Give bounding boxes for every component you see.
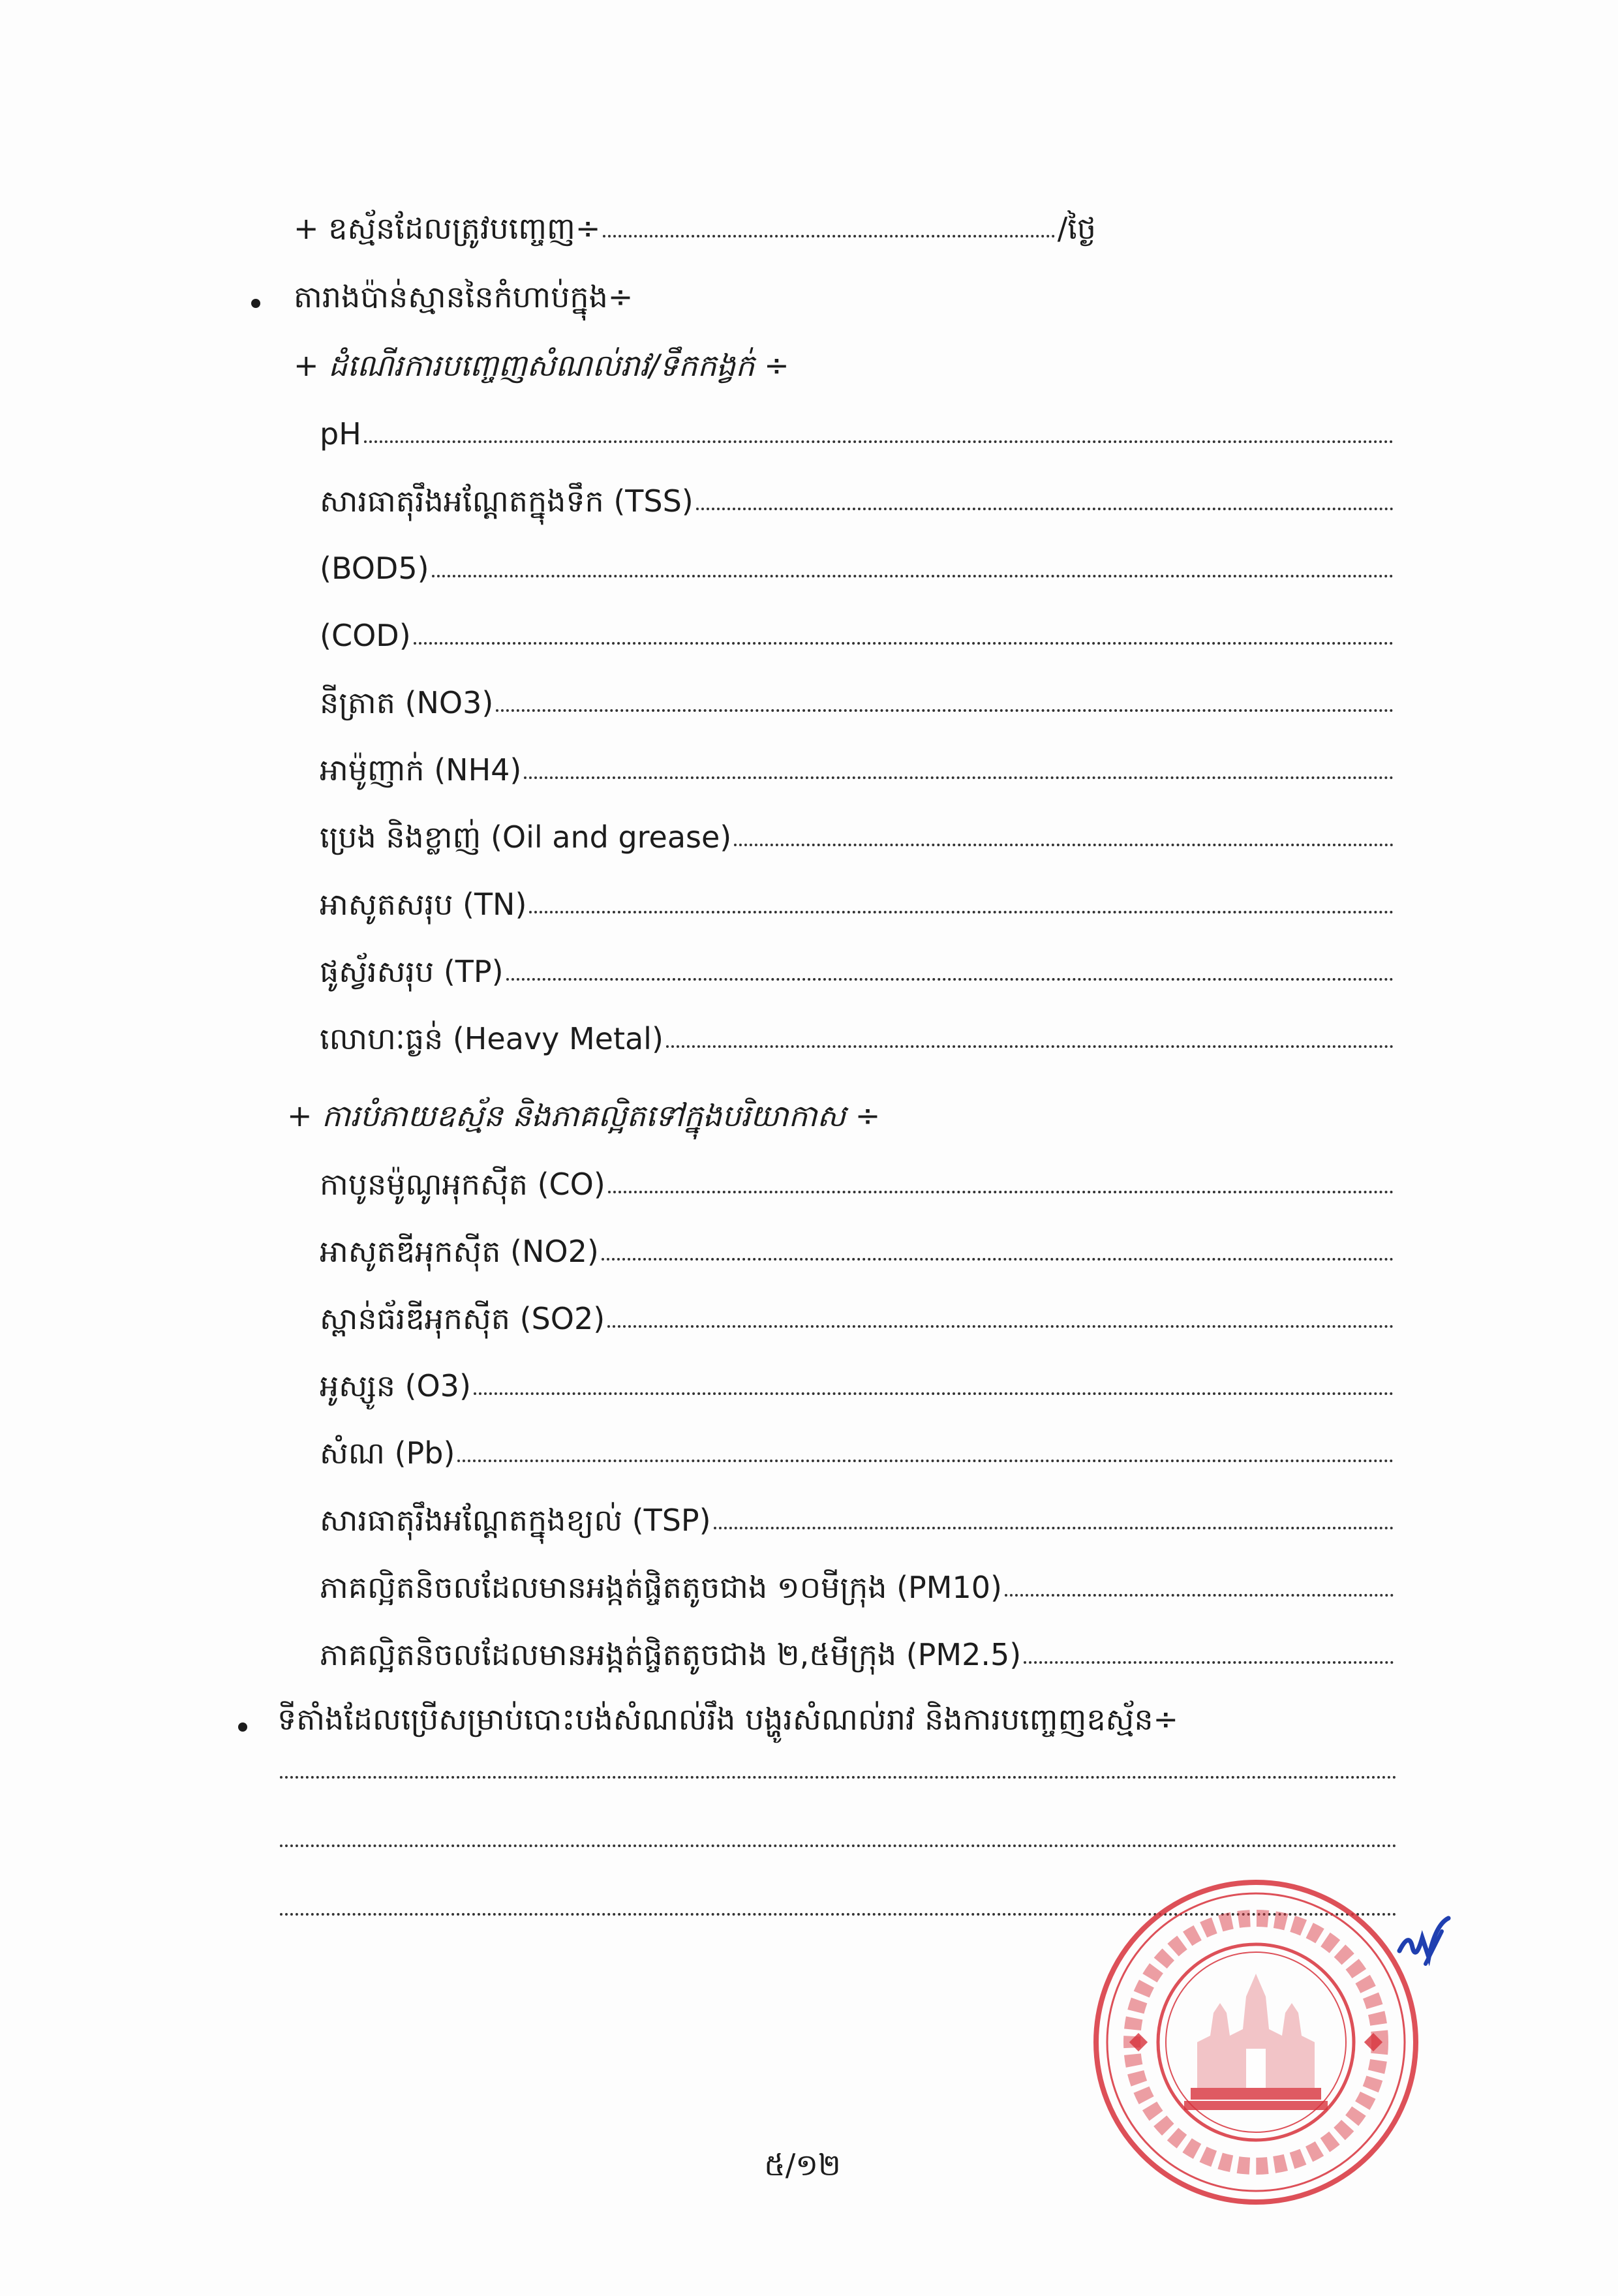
parameter-label: អូស្សូន (O3) [320, 1368, 471, 1403]
parameter-row [320, 1433, 1396, 1473]
parameter-label: ប្រេង និងខ្លាញ់ (Oil and grease) [320, 819, 732, 855]
parameter-label: ផូស្វ័រសរុប (TP) [320, 954, 504, 989]
parameter-label: នីត្រាត (NO3) [320, 685, 494, 720]
blank-fill-line [277, 1837, 1399, 1858]
parameter-label: pH [320, 416, 361, 452]
fill-dots [506, 970, 1394, 981]
parameter-row [320, 1165, 1396, 1204]
parameter-label: អាសូតឌីអុកស៊ីត (NO2) [320, 1234, 599, 1269]
fill-dots [496, 701, 1394, 712]
parameter-row [320, 1568, 1396, 1607]
fill-dots [603, 227, 1054, 237]
fill-dots [608, 1183, 1394, 1193]
fill-dots [280, 1837, 1397, 1847]
official-seal-stamp [1086, 1873, 1426, 2212]
per-day-suffix: /ថ្ងៃ [1057, 211, 1096, 246]
fill-dots [607, 1317, 1394, 1328]
fill-dots [432, 567, 1394, 577]
parameter-row [320, 482, 1396, 521]
bullet-icon [251, 299, 260, 308]
fill-dots [414, 634, 1394, 645]
fill-dots [1005, 1586, 1394, 1597]
parameter-row [320, 549, 1396, 588]
parameter-row [320, 1366, 1396, 1405]
parameter-row [320, 952, 1396, 991]
parameter-row [320, 414, 1396, 453]
parameter-label: ភាគល្អិតនិចលដែលមានអង្កត់ផ្ចិតតូចជាង ២,៥មីក្រុង (PM2.5) [320, 1637, 1022, 1672]
parameter-row [320, 885, 1396, 924]
fill-dots [474, 1385, 1394, 1395]
parameter-label: ភាគល្អិតនិចលដែលមានអង្កត់ផ្ចិតតូចជាង ១០មីក្រុង (PM10) [320, 1570, 1002, 1605]
fill-dots [696, 500, 1394, 510]
air-heading [287, 1096, 880, 1135]
parameter-row [320, 750, 1396, 789]
emission-day-line [294, 209, 1096, 248]
fill-dots [1024, 1653, 1394, 1664]
air-heading-text: + ការបំភាយឧស្ម័ន និងភាគល្អិតទៅក្នុងបរិយាកាស ÷ [287, 1098, 881, 1133]
blank-fill-line [277, 1768, 1399, 1789]
parameter-row [320, 1019, 1396, 1058]
fill-dots [364, 433, 1394, 443]
disposal-heading-text: ទីតាំងដែលប្រើសម្រាប់បោះបង់សំណល់រឹង បង្ហូរសំណល់រាវ និងការបញ្ចេញឧស្ម័ន÷ [277, 1702, 1179, 1737]
fill-dots [734, 836, 1394, 846]
parameter-row [320, 818, 1396, 857]
fill-dots [280, 1768, 1397, 1779]
parameter-label: (COD) [320, 618, 411, 653]
wastewater-heading [294, 346, 789, 385]
parameter-row [320, 1635, 1396, 1674]
parameter-row [320, 616, 1396, 655]
page-number: ៥/១២ [764, 2147, 841, 2182]
fill-dots [524, 769, 1394, 779]
disposal-heading [277, 1700, 1178, 1739]
parameter-label: លោហៈធ្ងន់ (Heavy Metal) [320, 1021, 664, 1056]
parameter-label: កាបូនម៉ូណូអុកស៊ីត (CO) [320, 1167, 605, 1202]
parameter-label: (BOD5) [320, 551, 429, 586]
bullet-icon [238, 1722, 247, 1732]
parameter-row [320, 1299, 1396, 1338]
fill-dots [457, 1452, 1394, 1462]
emission-day-label: + ឧស្ម័នដែលត្រូវបញ្ចេញ÷ [294, 211, 601, 246]
fill-dots [714, 1519, 1394, 1529]
parameter-row [320, 1501, 1396, 1540]
parameter-label: សំណ (Pb) [320, 1435, 455, 1471]
fill-dots [529, 903, 1394, 913]
signature-mark [1393, 1912, 1452, 1977]
fill-dots [666, 1037, 1394, 1048]
parameter-label: សារធាតុរឹងអណ្តែតក្នុងខ្យល់ (TSP) [320, 1503, 711, 1538]
table-heading-text: តារាងប៉ាន់ស្មាននៃកំហាប់ក្នុង÷ [294, 279, 633, 314]
parameter-row [320, 1232, 1396, 1271]
fill-dots [602, 1250, 1394, 1261]
parameter-label: អាសូតសរុប (TN) [320, 887, 527, 922]
wastewater-heading-text: + ដំណើរការបញ្ចេញសំណល់រាវ/ទឹកកង្វក់ ÷ [294, 348, 789, 383]
parameter-label: អាម៉ូញាក់ (NH4) [320, 752, 522, 788]
parameter-row [320, 683, 1396, 722]
parameter-label: សារធាតុរឹងអណ្តែតក្នុងទឹក (TSS) [320, 483, 694, 519]
table-heading [294, 277, 633, 316]
parameter-label: ស្ពាន់ធ័រឌីអុកស៊ីត (SO2) [320, 1301, 605, 1336]
